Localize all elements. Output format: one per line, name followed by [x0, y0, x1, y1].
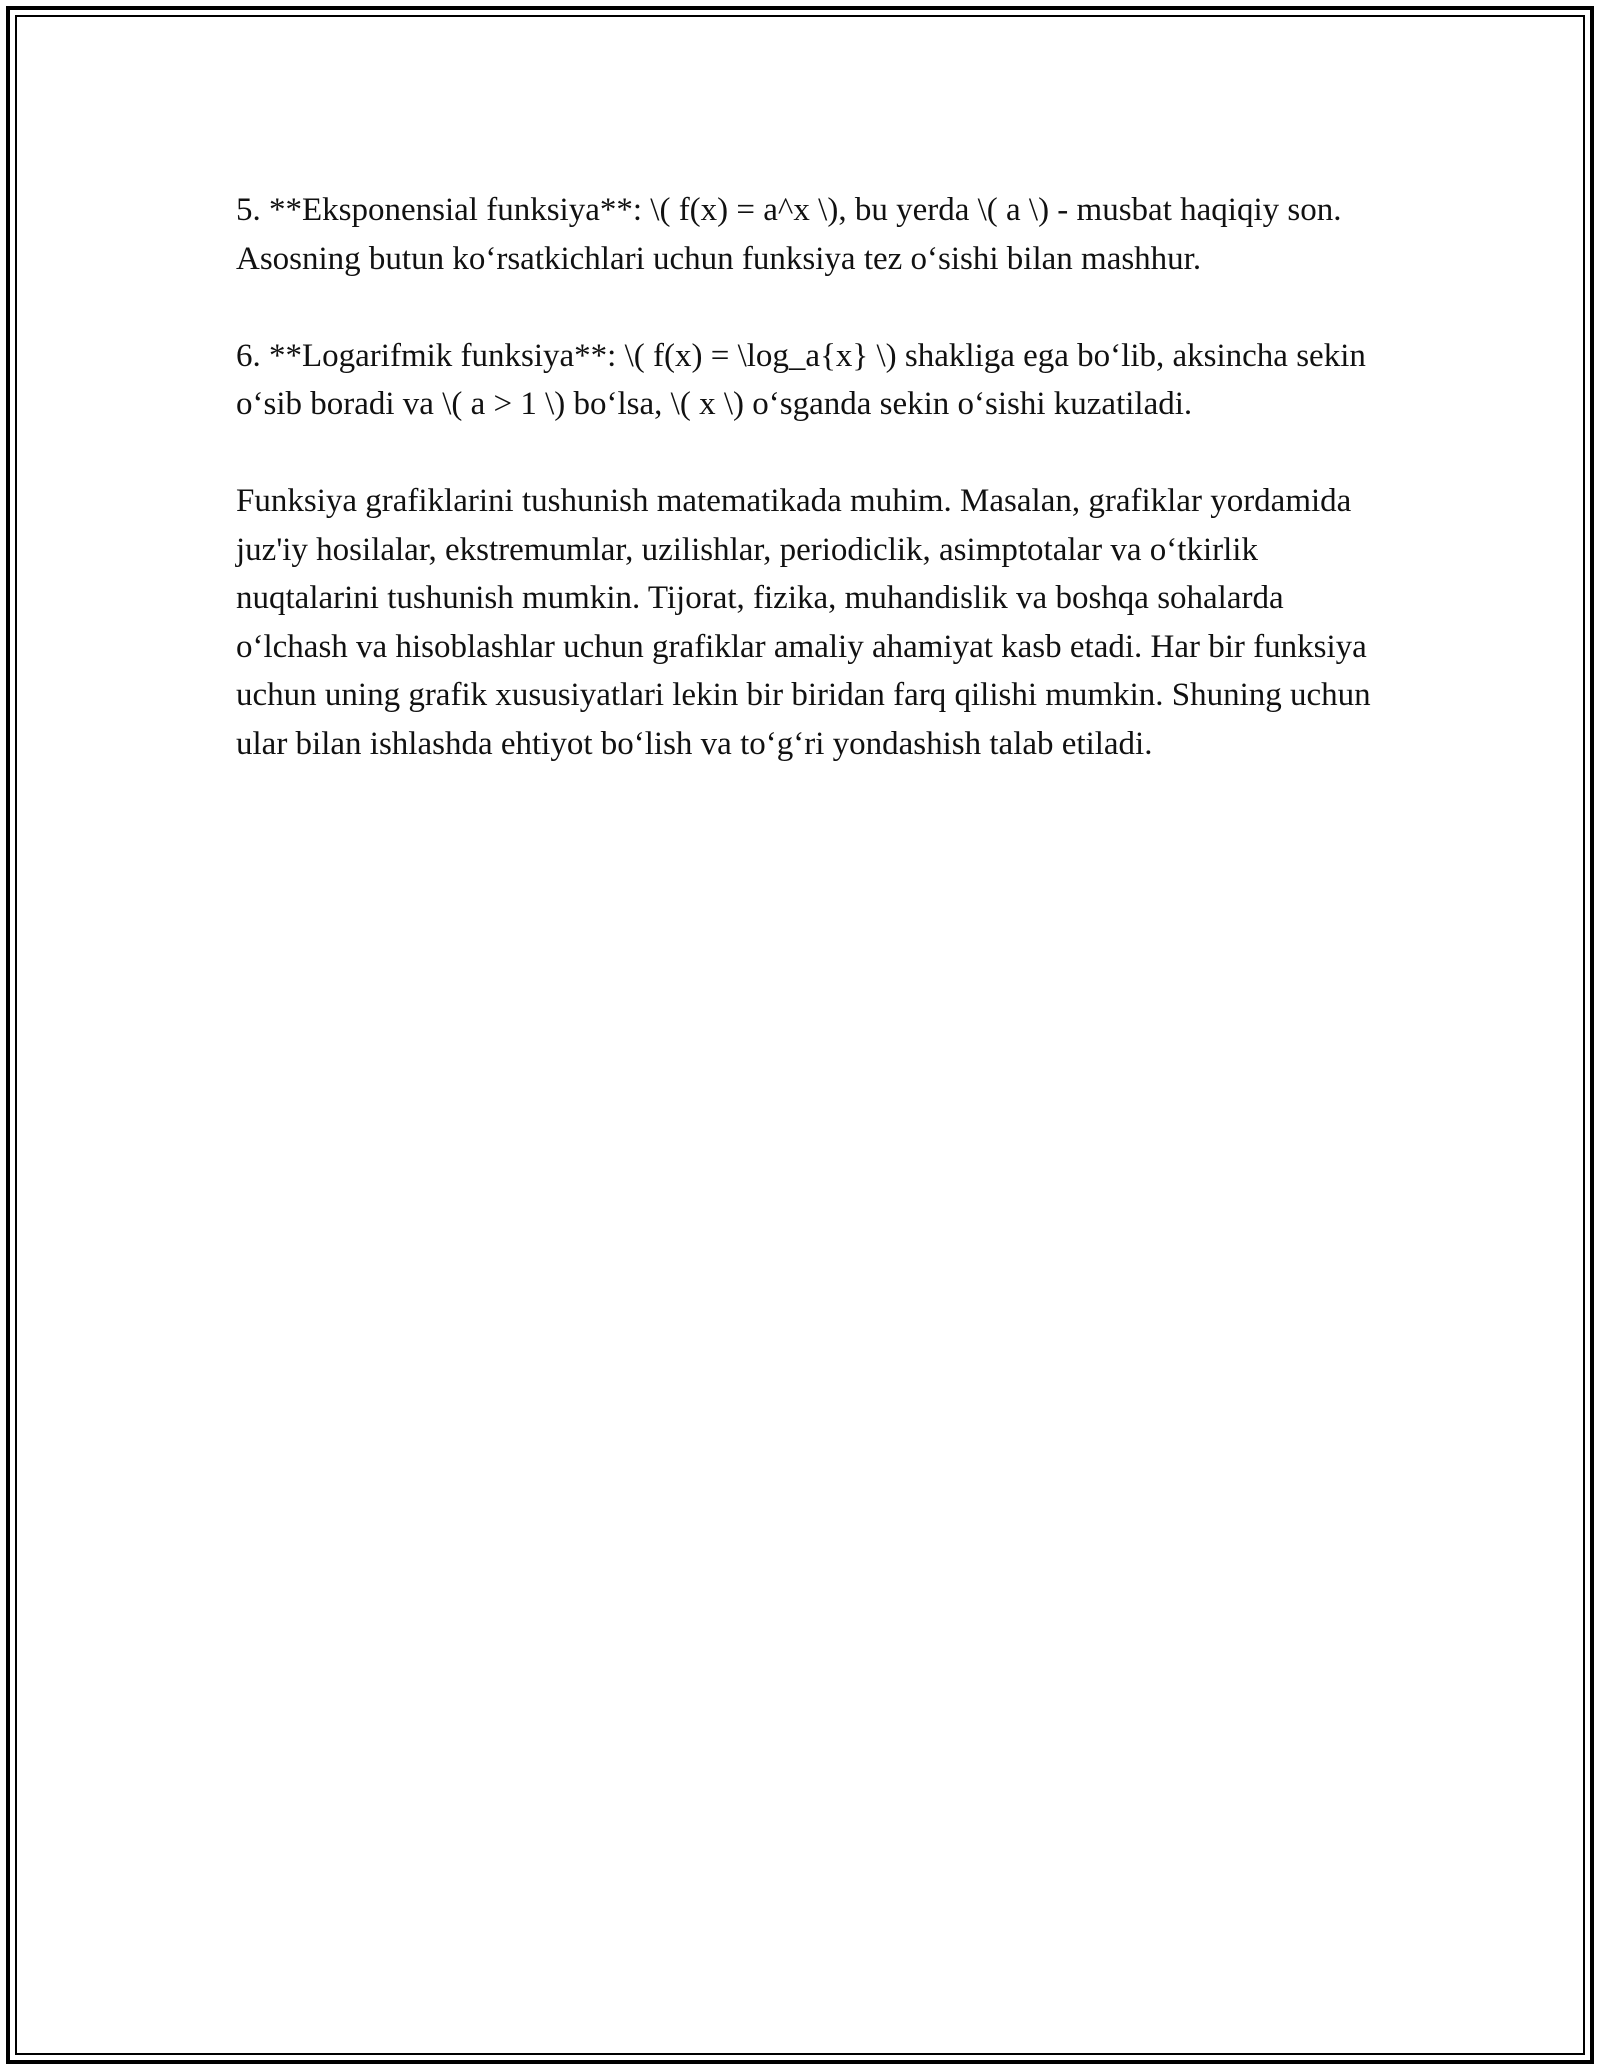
paragraph-function-graphs: Funksiya grafiklarini tushunish matematikada muhim. Masalan, grafiklar yordamida juz'iy hosilalar, ekstremumlar, uzilishlar, periodiclik, asimptotalar va oʻtkirlik nuqtalarini tushunish mumkin. Tijorat, fizika, muhandislik va boshqa sohalarda oʻlchash va hisoblashlar uchun grafiklar amaliy ahamiyat kasb etadi. Har bir funksiya uchun uning grafik xususiyatlari lekin bir biridan farq qilishi mumkin. Shuning uchun ular bilan ishlashda ehtiyot boʻlish va toʻgʻri yondashish talab etiladi.	[236, 483, 1371, 762]
paragraph-logarithmic-function: 6. **Logarifmik funksiya**: \( f(x) = \log_a{x} \) shakliga ega boʻlib, aksincha sekin oʻsib boradi va \( a > 1 \) boʻlsa, \( x \) oʻsganda sekin oʻsishi kuzatiladi.	[236, 337, 1366, 422]
paragraph-exponential-function: 5. **Eksponensial funksiya**: \( f(x) = a^x \), bu yerda \( a \) - musbat haqiqiy son. Asosning butun koʻrsatkichlari uchun funksiya tez oʻsishi bilan mashhur.	[236, 192, 1342, 277]
document-body	[236, 186, 1386, 817]
